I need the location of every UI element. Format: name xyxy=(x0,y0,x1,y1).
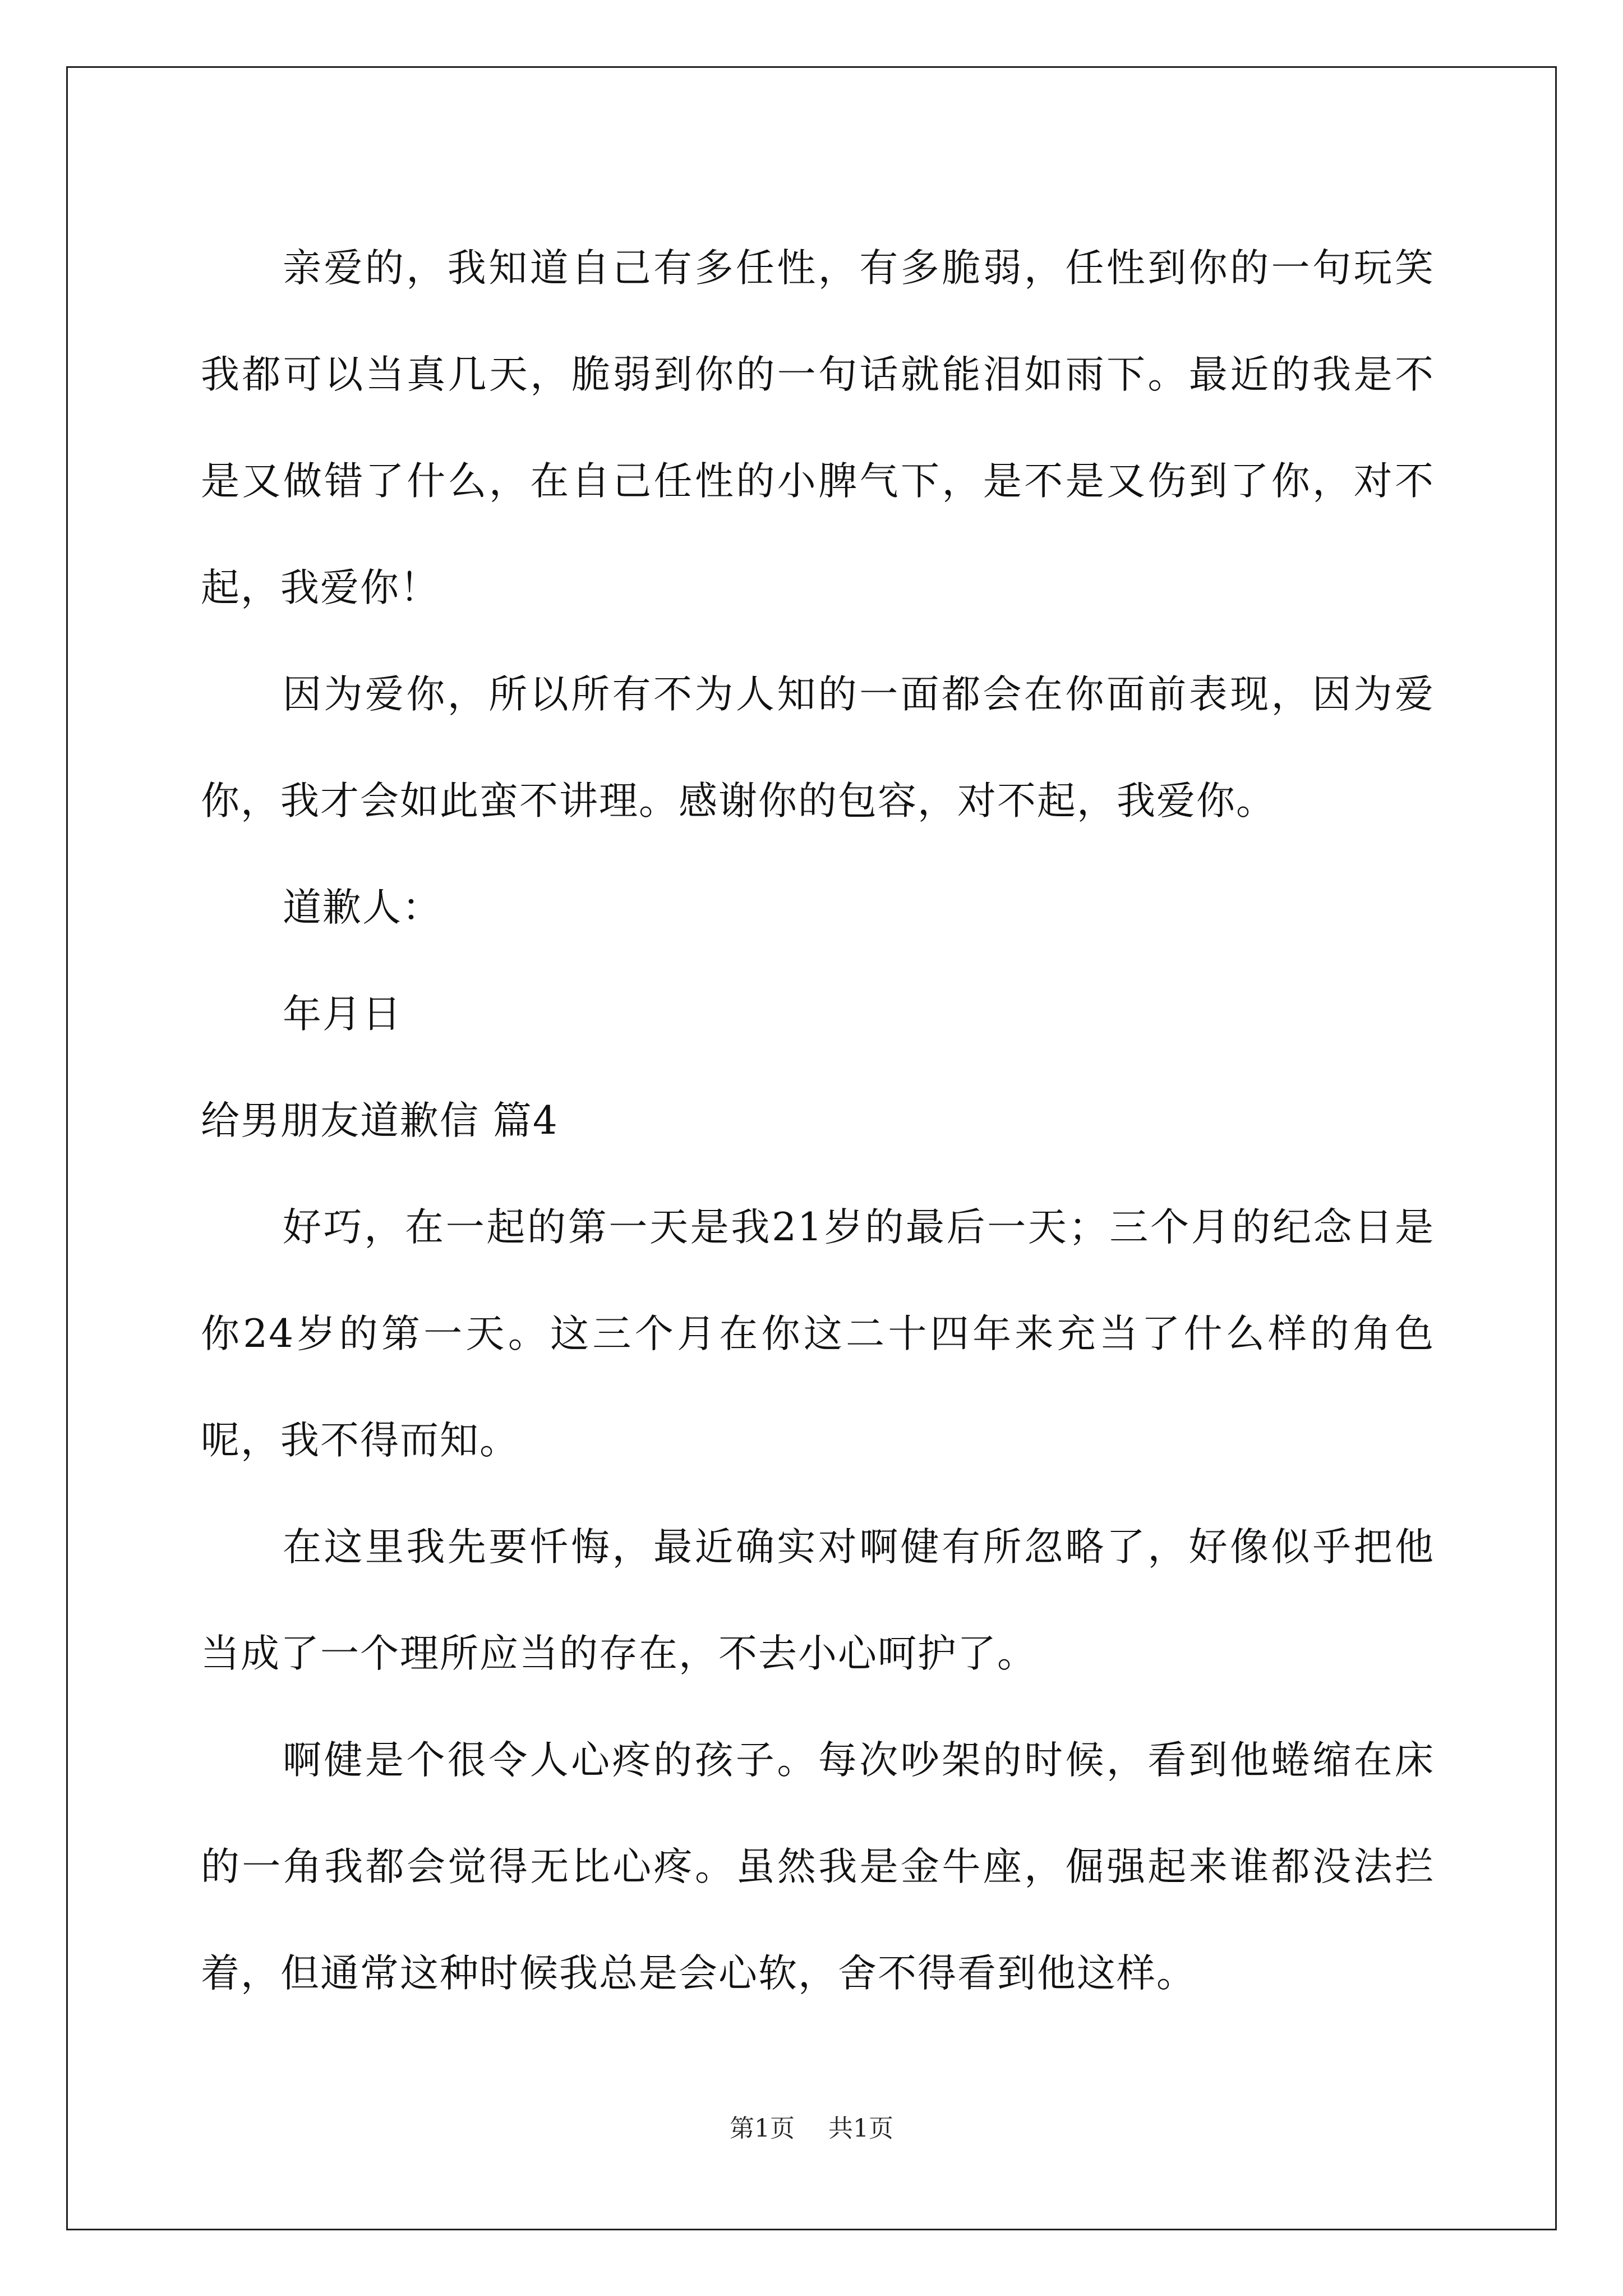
date-line: 年月日 xyxy=(283,992,402,1037)
paragraph: 亲爱的，我知道自己有多任性，有多脆弱，任性到你的一句玩笑我都可以当真几天，脆弱到你的一句话就能泪如雨下。最近的我是不是又做错了什么，在自己任性的小脾气下，是不是又伤到了你，对不起，我爱你！ xyxy=(201,246,1435,610)
page-number-total: 共1页 xyxy=(828,2114,893,2143)
page-footer xyxy=(0,2112,1623,2146)
page-number-current: 第1页 xyxy=(730,2114,795,2143)
paragraph: 在这里我先要忏悔，最近确实对啊健有所忽略了，好像似乎把他当成了一个理所应当的存在，不去小心呵护了。 xyxy=(201,1525,1435,1676)
paragraph: 啊健是个很令人心疼的孩子。每次吵架的时候，看到他蜷缩在床的一角我都会觉得无比心疼。虽然我是金牛座，倔强起来谁都没法拦着，但通常这种时候我总是会心软，舍不得看到他这样。 xyxy=(201,1738,1435,1996)
paragraph: 好巧，在一起的第一天是我21岁的最后一天；三个月的纪念日是你24岁的第一天。这三个月在你这二十四年来充当了什么样的角色呢，我不得而知。 xyxy=(201,1205,1435,1463)
signature-line: 道歉人： xyxy=(283,885,442,930)
document-body xyxy=(201,215,1435,2027)
paragraph: 因为爱你，所以所有不为人知的一面都会在你面前表现，因为爱你，我才会如此蛮不讲理。感谢你的包容，对不起，我爱你。 xyxy=(201,672,1435,823)
section-heading: 给男朋友道歉信 篇4 xyxy=(201,1098,559,1143)
